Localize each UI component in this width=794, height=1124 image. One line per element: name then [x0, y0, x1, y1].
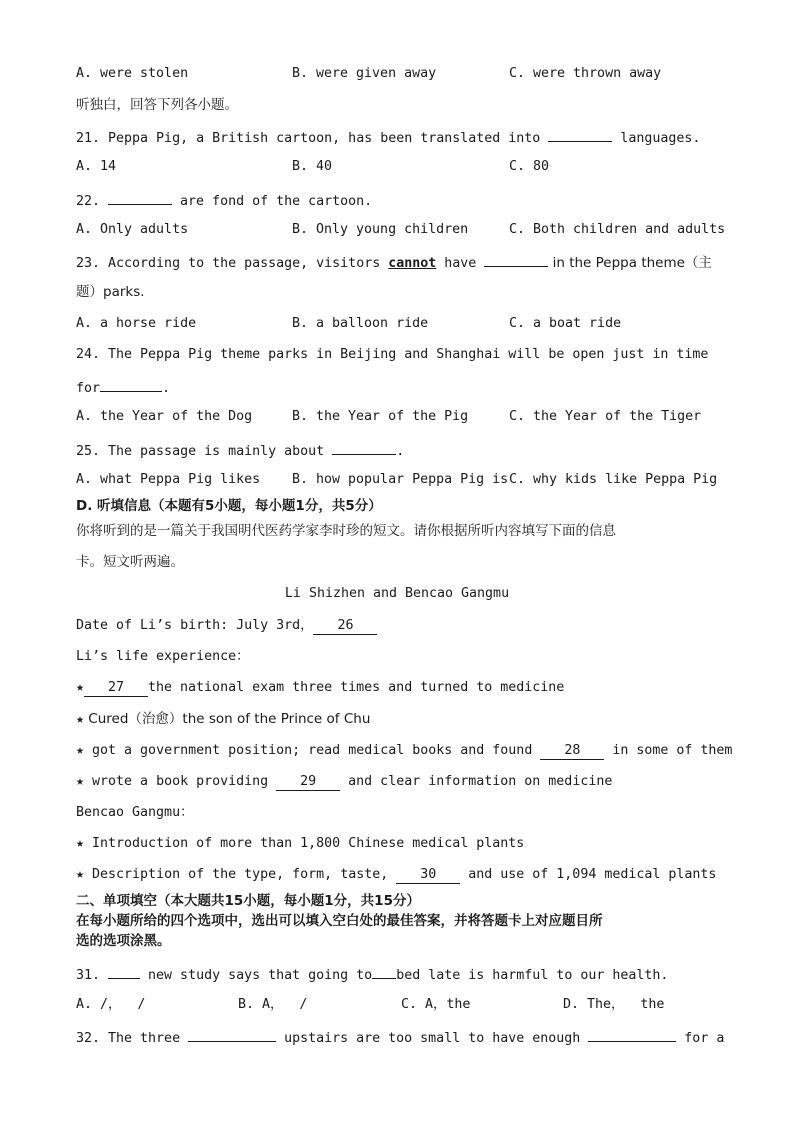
life-item-4-text-b: and clear information on medicine — [340, 774, 613, 789]
q24-blank — [100, 377, 162, 392]
life-experience-label: Li’s life experience： — [76, 649, 250, 664]
bencao-item-2-text-b: and use of 1,094 medical plants — [460, 867, 717, 882]
q24-option-c[interactable]: C. the Year of the Tiger — [509, 409, 702, 424]
blank-30[interactable]: 30 — [396, 867, 460, 884]
q31-blank-2 — [372, 964, 396, 979]
bencao-label: Bencao Gangmu： — [76, 805, 194, 820]
q20-option-b[interactable]: B. were given away — [292, 66, 437, 81]
q31-stem-c: bed late is harmful to our health. — [396, 968, 669, 983]
section-intro: 听独白，回答下列各小题。 — [76, 97, 238, 113]
star-icon: ★ — [76, 680, 85, 695]
q23-stem-a: 23. According to the passage, visitors — [76, 256, 389, 271]
blank-28[interactable]: 28 — [540, 743, 604, 760]
part2-heading: 二、单项填空（本大题共15小题，每小题1分，共15分） — [76, 893, 420, 909]
q21-stem — [76, 127, 700, 148]
bencao-item-2 — [76, 866, 716, 884]
q25-blank — [332, 440, 396, 455]
q23-stem-c: in the Peppa theme（主 — [548, 255, 712, 271]
blank-26[interactable]: 26 — [313, 618, 377, 635]
q24-stem-line2-b: . — [162, 381, 171, 396]
q21-blank — [548, 127, 612, 142]
section-d-instructions-line1: 你将听到的是一篇关于我国明代医药学家李时珍的短文。请你根据所听内容填写下面的信息 — [76, 523, 616, 539]
life-item-1 — [76, 679, 564, 697]
q31-stem — [76, 964, 668, 985]
q22-option-c[interactable]: C. Both children and adults — [509, 222, 726, 237]
life-item-3-text-b: in some of them — [604, 743, 733, 758]
blank-29[interactable]: 29 — [276, 774, 340, 791]
q23-blank — [484, 252, 548, 267]
part2-instructions-line1: 在每小题所给的四个选项中，选出可以填入空白处的最佳答案，并将答题卡上对应题目所 — [76, 913, 603, 929]
life-item-3-text-a: got a government position; read medical books and found — [84, 743, 541, 758]
q24-option-a[interactable]: A. the Year of the Dog — [76, 409, 253, 424]
q23-option-a[interactable]: A. a horse ride — [76, 316, 197, 331]
q24-stem-line1: 24. The Peppa Pig theme parks in Beijing and Shanghai will be open just in time — [76, 347, 709, 362]
info-card-title: Li Shizhen and Bencao Gangmu — [284, 586, 510, 601]
q32-stem-a: 32. The three — [76, 1031, 189, 1046]
q21-option-c[interactable]: C. 80 — [509, 159, 550, 174]
life-item-2-text: Cured（治愈）the son of the Prince of Chu — [84, 711, 371, 727]
q20-option-c[interactable]: C. were thrown away — [509, 66, 662, 81]
q22-blank — [108, 190, 172, 205]
q23-stem-line2: 题）parks. — [76, 284, 145, 300]
q23-option-b[interactable]: B. a balloon ride — [292, 316, 429, 331]
q31-option-b[interactable]: B. A， / — [238, 997, 308, 1012]
section-d-heading: D. 听填信息（本题有5小题，每小题1分，共5分） — [76, 498, 382, 514]
section-d-instructions-line2: 卡。短文听两遍。 — [76, 554, 184, 570]
bencao-item-2-text-a: Description of the type, form, taste, — [84, 867, 397, 882]
q31-option-c[interactable]: C. A，the — [401, 997, 471, 1012]
q21-option-a[interactable]: A. 14 — [76, 159, 117, 174]
q21-option-b[interactable]: B. 40 — [292, 159, 333, 174]
q25-stem — [76, 440, 404, 461]
q24-stem-line2 — [76, 377, 170, 398]
q22-stem-a: 22. — [76, 194, 109, 209]
q23-stem — [76, 252, 712, 273]
q23-option-c[interactable]: C. a boat ride — [509, 316, 622, 331]
q32-blank-1 — [188, 1027, 276, 1042]
q24-stem-line2-a: for — [76, 381, 101, 396]
star-icon: ★ — [76, 774, 85, 789]
q25-stem-b: . — [396, 444, 405, 459]
q32-blank-2 — [588, 1027, 676, 1042]
q32-stem-b: upstairs are too small to have enough — [276, 1031, 589, 1046]
blank-27[interactable]: 27 — [84, 680, 148, 697]
q22-stem-b: are fond of the cartoon. — [172, 194, 373, 209]
q23-stem-b: have — [436, 256, 485, 271]
life-item-4-text-a: wrote a book providing — [84, 774, 277, 789]
q25-option-b[interactable]: B. how popular Peppa Pig is — [292, 472, 509, 487]
q21-stem-a: 21. Peppa Pig, a British cartoon, has been translated into — [76, 131, 549, 146]
star-icon: ★ — [76, 836, 85, 851]
q22-option-b[interactable]: B. Only young children — [292, 222, 469, 237]
q32-stem — [76, 1027, 724, 1048]
bencao-item-1 — [76, 835, 524, 853]
bencao-item-1-text: Introduction of more than 1,800 Chinese medical plants — [84, 836, 525, 851]
q22-stem — [76, 190, 372, 211]
star-icon: ★ — [76, 867, 85, 882]
q25-option-a[interactable]: A. what Peppa Pig likes — [76, 472, 261, 487]
q20-option-a[interactable]: A. were stolen — [76, 66, 189, 81]
q31-option-a[interactable]: A. /， / — [76, 997, 146, 1012]
star-icon: ★ — [76, 712, 85, 727]
life-item-3 — [76, 742, 732, 760]
q24-option-b[interactable]: B. the Year of the Pig — [292, 409, 469, 424]
q25-option-c[interactable]: C. why kids like Peppa Pig — [509, 472, 718, 487]
q23-emphasis: cannot — [388, 256, 437, 271]
q31-option-d[interactable]: D. The， the — [563, 997, 665, 1012]
life-item-2 — [76, 710, 370, 729]
birth-date-label: Date of Li’s birth: July 3rd， — [76, 618, 314, 633]
q21-stem-b: languages. — [612, 131, 701, 146]
birth-date-line — [76, 617, 377, 635]
life-item-1-text: the national exam three times and turned to medicine — [148, 680, 565, 695]
q32-stem-c: for a — [676, 1031, 725, 1046]
part2-instructions-line2: 选的选项涂黑。 — [76, 933, 171, 949]
q22-option-a[interactable]: A. Only adults — [76, 222, 189, 237]
star-icon: ★ — [76, 743, 85, 758]
q31-blank-1 — [108, 964, 140, 979]
q31-stem-b: new study says that going to — [140, 968, 373, 983]
q31-stem-a: 31. — [76, 968, 109, 983]
life-item-4 — [76, 773, 612, 791]
q25-stem-a: 25. The passage is mainly about — [76, 444, 333, 459]
